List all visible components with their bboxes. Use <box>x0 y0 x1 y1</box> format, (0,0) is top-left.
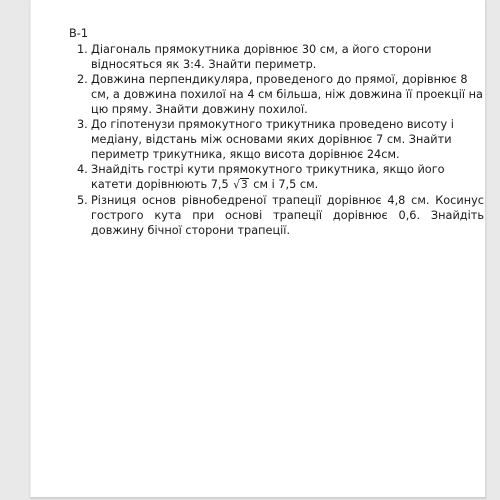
problem-number: 4. <box>77 163 88 176</box>
problem-list <box>69 42 484 238</box>
problem-text-after: см і 7,5 см. <box>253 178 319 191</box>
sqrt-symbol: √ <box>233 178 240 192</box>
problem-text-before: Знайдіть гострі кути прямокутного трикутника, якщо його катети дорівнюють 7,5 <box>91 163 445 191</box>
problem-number: 2. <box>77 73 88 86</box>
problem-item <box>69 72 484 117</box>
problem-item <box>69 193 484 238</box>
document-content <box>69 26 484 238</box>
problem-number: 1. <box>77 43 88 56</box>
problem-text: Діагональ прямокутника дорівнює 30 см, а його сторони відносяться як 3:4. Знайти периметр. <box>91 43 432 71</box>
square-root <box>233 178 248 193</box>
problem-number: 3. <box>77 118 88 131</box>
variant-label: В-1 <box>69 27 89 40</box>
sqrt-argument: 3 <box>240 179 248 191</box>
problem-number: 5. <box>77 194 88 207</box>
problem-item <box>69 42 484 72</box>
problem-text: Довжина перпендикуляра, проведеного до прямої, дорівнює 8 см, а довжина похилої на 4 см більша, ніж довжина її проекції на цю пряму. Знайти довжину похилої. <box>91 73 483 116</box>
problem-item <box>69 117 484 162</box>
problem-text: Різниця основ рівнобедреної трапеції дорівнює 4,8 см. Косинус гострого кута при основі трапеції дорівнює 0,6. Знайдіть довжину бічної сторони трапеції. <box>91 194 484 237</box>
problem-text: До гіпотенузи прямокутного трикутника проведено висоту і медіану, відстань між основами яких дорівнює 7 см. Знайти периметр трикутника, якщо висота дорівнює 24см. <box>91 118 454 161</box>
problem-item <box>69 162 484 193</box>
document-page <box>30 0 486 498</box>
